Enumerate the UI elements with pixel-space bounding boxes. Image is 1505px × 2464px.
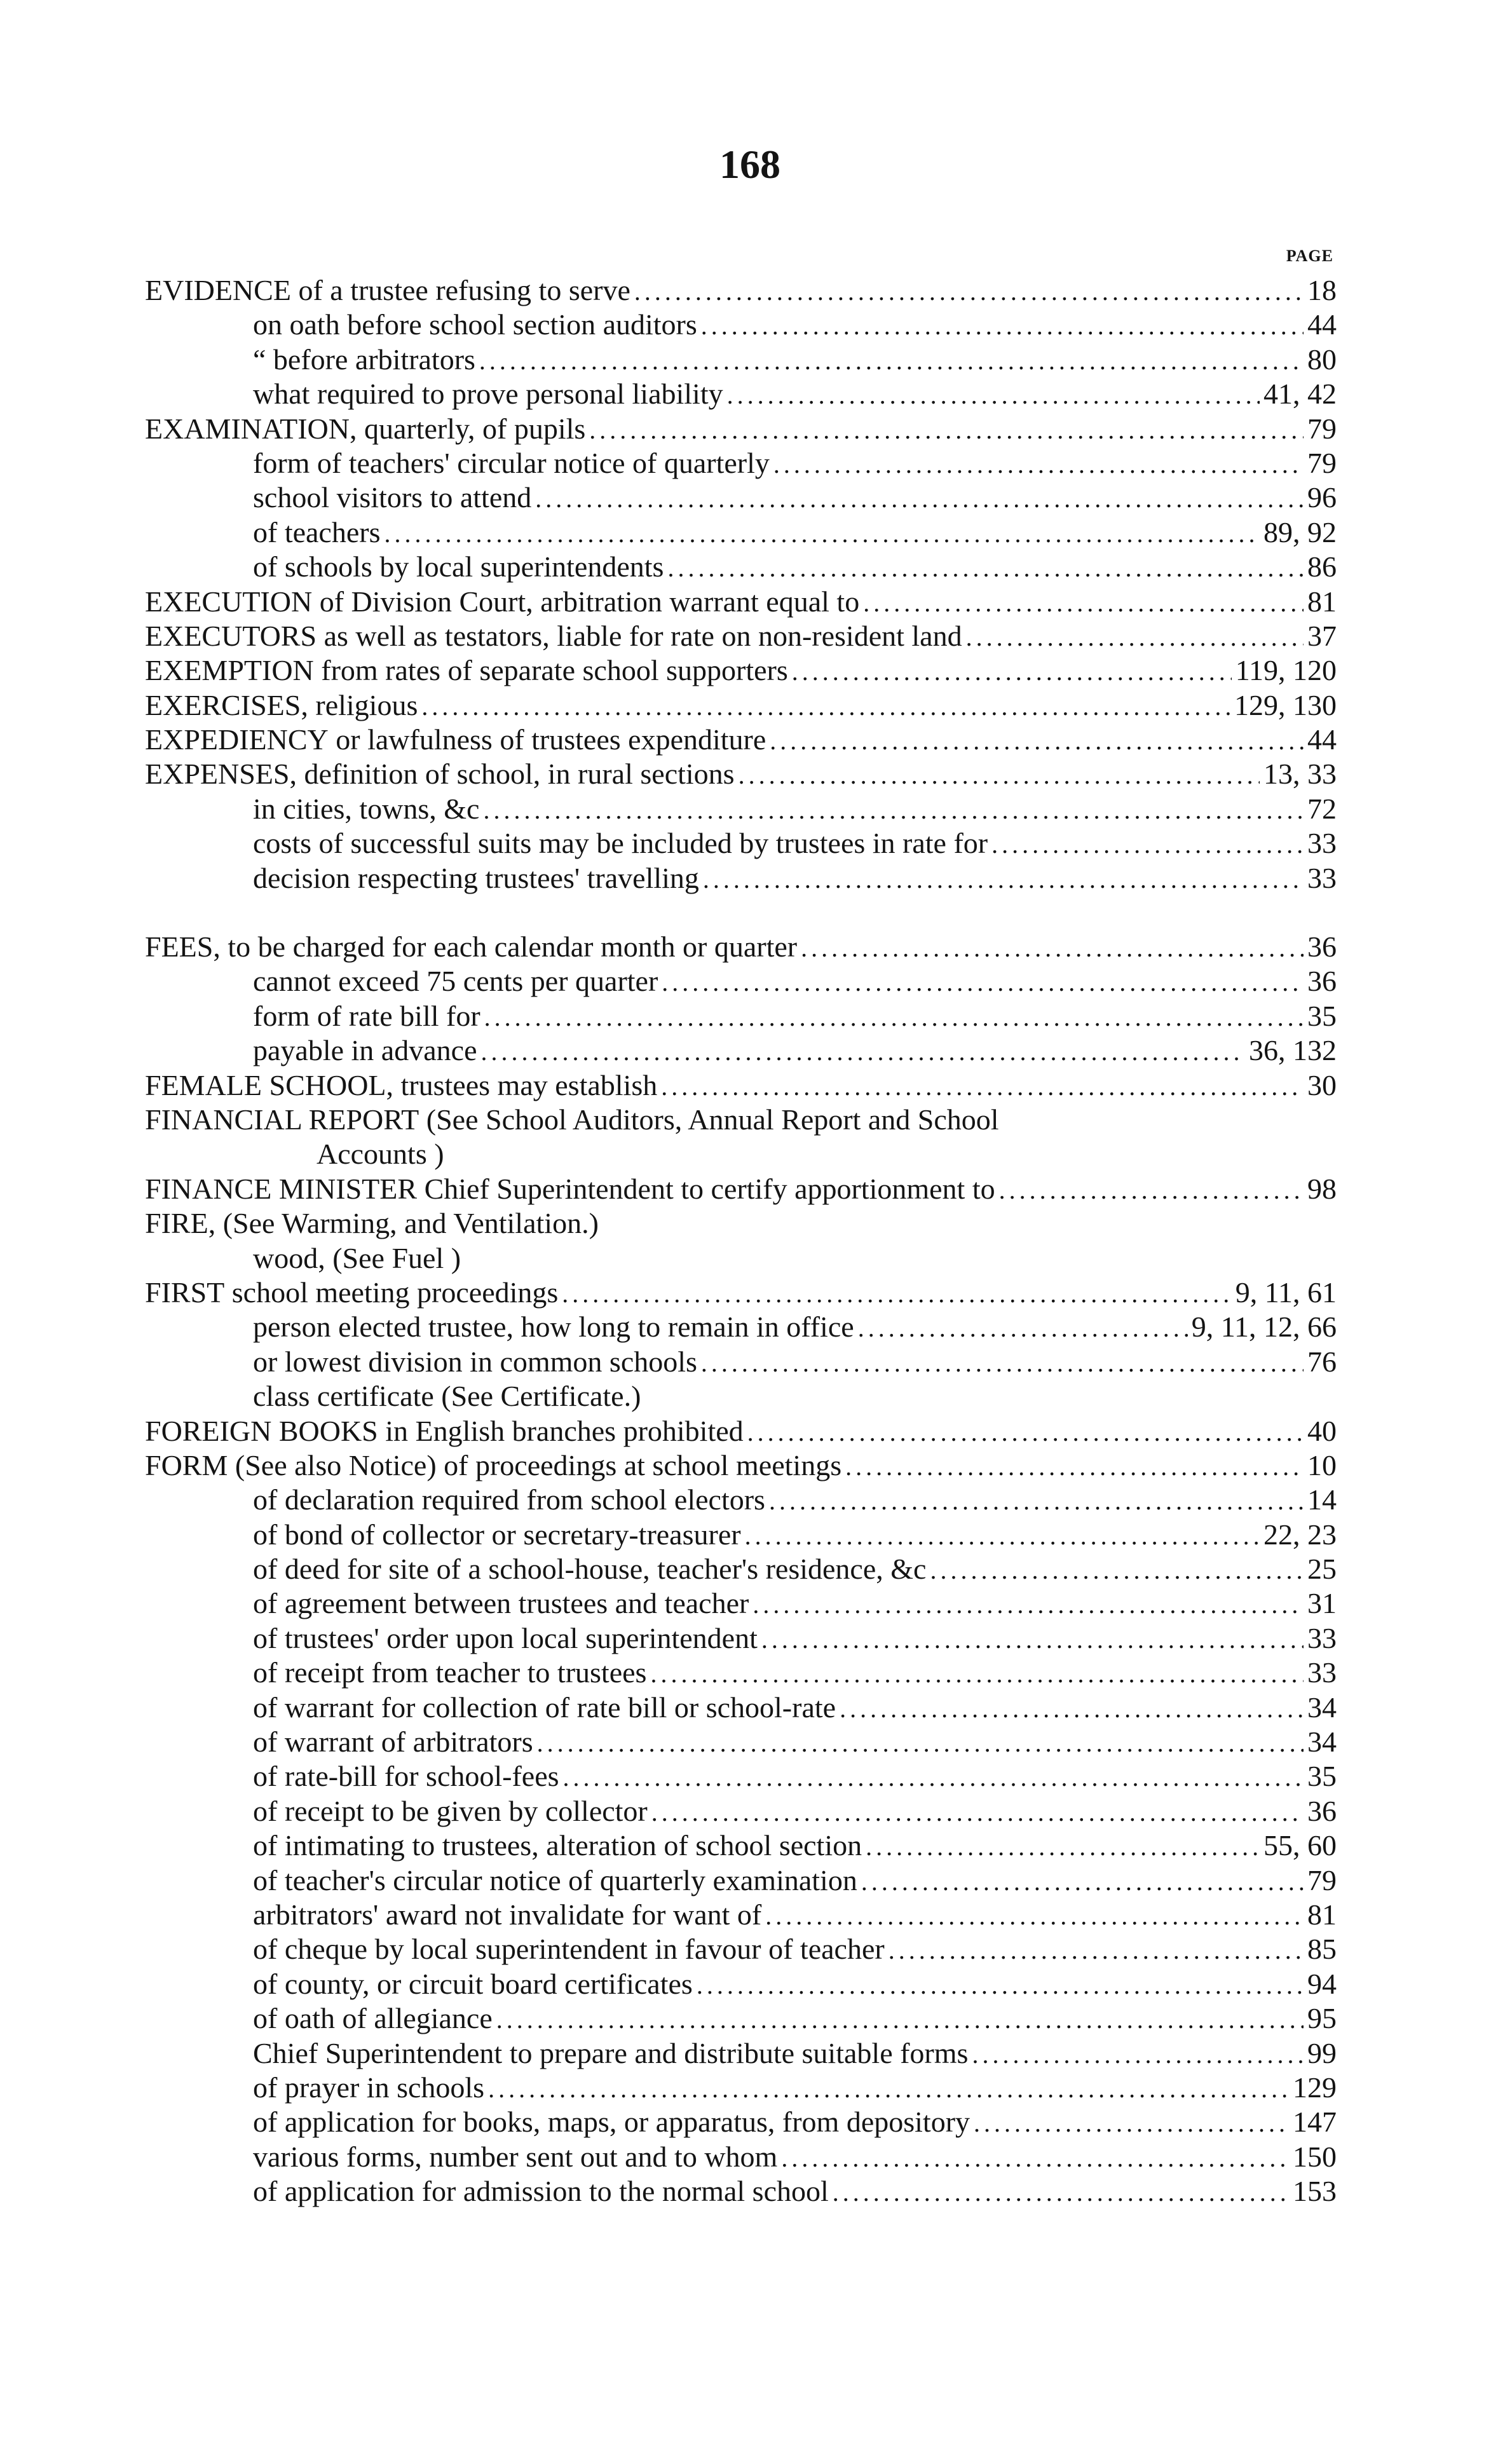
- entry-description: on oath before school section auditors: [253, 308, 697, 341]
- dot-leader: [781, 2141, 1289, 2175]
- dot-leader: [999, 1173, 1304, 1208]
- entry-description: of agreement between trustees and teacher: [253, 1587, 749, 1620]
- entry-description: of schools by local superintendents: [253, 550, 664, 583]
- entry-heading: EXECUTION: [145, 585, 313, 618]
- entry-pages: 150: [1293, 2140, 1337, 2173]
- entry-text: [253, 1863, 857, 1898]
- index-entry: [145, 861, 1337, 895]
- index-entry: [145, 1414, 1337, 1448]
- entry-text: [253, 2071, 484, 2105]
- index-entry: [145, 2140, 1337, 2174]
- entry-pages: 33: [1307, 827, 1337, 860]
- dot-leader: [858, 1311, 1188, 1345]
- index-entry: [145, 1759, 1337, 1794]
- index-entry: [145, 1483, 1337, 1517]
- entry-description: form of teachers' circular notice of quarterly: [253, 446, 770, 479]
- entry-description: , trustees may establish: [386, 1068, 658, 1101]
- dot-leader: [739, 758, 1260, 793]
- index-entry: [145, 585, 1337, 619]
- index-entry: [145, 1518, 1337, 1552]
- entry-description: of rate-bill for school-fees: [253, 1760, 559, 1793]
- entry-description: class certificate (See Certificate.): [253, 1380, 641, 1413]
- entry-heading: FOREIGN BOOKS: [145, 1414, 378, 1447]
- entry-text: [145, 412, 585, 446]
- index-entry: [145, 1552, 1337, 1586]
- entry-pages: 79: [1307, 446, 1337, 479]
- index-entry: [145, 2174, 1337, 2209]
- index-entry: [145, 792, 1337, 826]
- entry-description: (See School Auditors, Annual Report and School: [419, 1103, 999, 1136]
- entry-text: [253, 377, 723, 411]
- entry-pages: 18: [1307, 274, 1337, 306]
- dot-leader: [488, 2072, 1289, 2106]
- dot-leader: [747, 1415, 1304, 1450]
- entry-pages: 33: [1307, 861, 1337, 894]
- index-entry: [145, 308, 1337, 342]
- index-entry: [145, 1932, 1337, 1966]
- dot-leader: [761, 1623, 1304, 1657]
- entry-description: of a trustee refusing to serve: [290, 274, 630, 306]
- dot-leader: [863, 586, 1304, 620]
- entry-heading: EXECUTORS: [145, 619, 317, 652]
- entry-text: [253, 999, 480, 1033]
- dot-leader: [745, 1519, 1260, 1553]
- index-entry: [145, 1103, 1337, 1137]
- entry-text: [253, 1241, 461, 1276]
- entry-pages: 86: [1307, 550, 1337, 583]
- entry-text: [145, 757, 735, 791]
- entry-text: [253, 1033, 477, 1068]
- dot-leader: [480, 1035, 1245, 1069]
- entry-pages: 85: [1307, 1933, 1337, 1966]
- entry-description: arbitrators' award not invalidate for want of: [253, 1898, 762, 1931]
- entry-description: of deed for site of a school-house, teacher's residence, &c: [253, 1553, 927, 1586]
- dot-leader: [535, 482, 1304, 516]
- entry-pages: 94: [1307, 1967, 1337, 2000]
- entry-heading: EXPEDIENCY: [145, 723, 329, 756]
- entry-description: of intimating to trustees, alteration of school section: [253, 1829, 862, 1862]
- entry-pages: 36: [1307, 965, 1337, 998]
- entry-pages: 37: [1307, 619, 1337, 652]
- entry-pages: 36: [1307, 1794, 1337, 1827]
- entry-text: [145, 1414, 744, 1448]
- entry-pages: 44: [1307, 723, 1337, 756]
- index-entry: [145, 2036, 1337, 2071]
- entry-heading: FORM: [145, 1448, 228, 1481]
- index-entry: [145, 2071, 1337, 2105]
- index-entry: [145, 1033, 1337, 1068]
- entry-heading: FINANCIAL REPORT: [145, 1103, 419, 1136]
- dot-leader: [930, 1553, 1304, 1588]
- entry-description: Accounts ): [317, 1138, 444, 1171]
- index-entry: [145, 1379, 1337, 1413]
- dot-leader: [385, 517, 1260, 551]
- entry-text: [253, 792, 479, 826]
- entry-description: of county, or circuit board certificates: [253, 1967, 693, 2000]
- entry-pages: 129: [1293, 2071, 1337, 2104]
- entry-description: , quarterly, of pupils: [349, 412, 586, 445]
- dot-leader: [701, 309, 1304, 343]
- entry-text: [253, 1725, 533, 1759]
- entry-text: [253, 550, 664, 584]
- entry-description: of teacher's circular notice of quarterly examination: [253, 1863, 857, 1896]
- entry-description: of warrant for collection of rate bill or school-rate: [253, 1691, 836, 1724]
- dot-leader: [483, 793, 1304, 827]
- entry-pages: 40: [1307, 1414, 1337, 1447]
- entry-heading: FEES: [145, 930, 214, 963]
- entry-text: [253, 1483, 765, 1517]
- entry-pages: 9, 11, 61: [1235, 1276, 1337, 1309]
- entry-text: [253, 964, 658, 998]
- dot-leader: [697, 1968, 1304, 2003]
- dot-leader: [765, 1899, 1304, 1933]
- entry-pages: 13, 33: [1263, 758, 1337, 791]
- entry-pages: 99: [1307, 2036, 1337, 2069]
- entry-pages: 147: [1293, 2106, 1337, 2139]
- entry-description: , (See Warming, and Ventilation.): [208, 1207, 599, 1240]
- index-entry: [145, 723, 1337, 757]
- dot-leader: [650, 1657, 1304, 1691]
- dot-leader: [861, 1865, 1304, 1899]
- entry-heading: FEMALE SCHOOL: [145, 1068, 386, 1101]
- entry-pages: 96: [1307, 481, 1337, 514]
- index-entry: [145, 1241, 1337, 1276]
- entry-description: various forms, number sent out and to whom: [253, 2140, 778, 2173]
- index-entry: [145, 1656, 1337, 1690]
- entry-pages: 25: [1307, 1553, 1337, 1586]
- entry-description: Chief Superintendent to certify apportionment to: [417, 1172, 995, 1205]
- entry-text: [253, 2001, 493, 2036]
- entry-text: [253, 1794, 648, 1828]
- index-entry: [145, 1345, 1337, 1379]
- entry-text: [145, 585, 859, 619]
- dot-leader: [972, 2038, 1304, 2072]
- entry-description: what required to prove personal liability: [253, 378, 723, 411]
- entry-pages: 76: [1307, 1345, 1337, 1378]
- entry-description: of receipt from teacher to trustees: [253, 1656, 647, 1689]
- index-entry: [145, 826, 1337, 861]
- dot-leader: [634, 275, 1304, 309]
- entry-pages: 35: [1307, 1760, 1337, 1793]
- entry-pages: 72: [1307, 792, 1337, 825]
- dot-leader: [479, 344, 1304, 378]
- entry-description: form of rate bill for: [253, 999, 480, 1032]
- index-entry: [145, 653, 1337, 688]
- index-entry: [145, 1794, 1337, 1828]
- entry-description: of application for admission to the normal school: [253, 2175, 829, 2208]
- dot-leader: [966, 620, 1304, 655]
- index-entry: [145, 1621, 1337, 1656]
- dot-leader: [563, 1760, 1304, 1795]
- entry-description: school meeting proceedings: [224, 1276, 559, 1309]
- index-entry: [145, 1310, 1337, 1344]
- dot-leader: [421, 690, 1230, 724]
- entry-description: person elected trustee, how long to remain in office: [253, 1310, 854, 1344]
- index-entry: [145, 1967, 1337, 2001]
- entry-text: [253, 343, 475, 377]
- index-entry: [145, 964, 1337, 998]
- entry-description: from rates of separate school supporters: [313, 654, 788, 687]
- entry-description: cannot exceed 75 cents per quarter: [253, 965, 658, 998]
- entry-pages: 35: [1307, 999, 1337, 1032]
- index-entry: [145, 550, 1337, 584]
- index-entry: [145, 343, 1337, 377]
- index-entry: [145, 1898, 1337, 1932]
- page-number: 168: [719, 142, 780, 187]
- entry-text: [317, 1137, 444, 1171]
- index-entry: [145, 273, 1337, 308]
- index-entry: [145, 480, 1337, 515]
- entry-text: [253, 2036, 968, 2071]
- entry-text: [253, 1345, 697, 1379]
- index-entry: [145, 1068, 1337, 1103]
- index-entry: [145, 688, 1337, 723]
- dot-leader: [770, 724, 1304, 758]
- entry-text: [253, 861, 699, 895]
- entry-description: of application for books, maps, or apparatus, from depository: [253, 2106, 970, 2139]
- entry-text: [253, 1656, 646, 1690]
- entry-pages: 44: [1307, 308, 1337, 341]
- dot-leader: [727, 378, 1260, 412]
- index-entry: [145, 1725, 1337, 1759]
- entry-heading: FINANCE MINISTER: [145, 1172, 418, 1205]
- entry-pages: 153: [1293, 2175, 1337, 2208]
- entry-text: [253, 1759, 559, 1794]
- index-entry: [145, 1206, 1337, 1241]
- dot-leader: [667, 551, 1304, 585]
- entry-description: of bond of collector or secretary-treasurer: [253, 1518, 741, 1551]
- entry-description: (See also Notice) of proceedings at school meetings: [228, 1448, 842, 1481]
- entry-description: decision respecting trustees' travelling: [253, 861, 699, 894]
- entry-text: [253, 2140, 777, 2174]
- entry-description: , to be charged for each calendar month or quarter: [213, 930, 798, 963]
- entry-text: [253, 1691, 836, 1725]
- entry-text: [253, 1621, 758, 1656]
- dot-leader: [769, 1484, 1304, 1518]
- entry-text: [253, 1828, 862, 1863]
- entry-pages: 119, 120: [1235, 654, 1337, 687]
- dot-leader: [866, 1830, 1260, 1864]
- index-entry: [145, 1828, 1337, 1863]
- entry-pages: 14: [1307, 1483, 1337, 1516]
- dot-leader: [589, 413, 1304, 447]
- dot-leader: [974, 2106, 1289, 2141]
- entry-description: of declaration required from school electors: [253, 1483, 765, 1516]
- entry-text: [145, 1172, 995, 1206]
- entry-text: [253, 1379, 641, 1413]
- entry-heading: FIRST: [145, 1276, 225, 1309]
- entry-pages: 22, 23: [1263, 1518, 1337, 1551]
- dot-leader: [537, 1726, 1304, 1760]
- entry-description: payable in advance: [253, 1034, 477, 1067]
- entry-text: [253, 826, 988, 861]
- entry-text: [253, 1552, 926, 1586]
- index-entry: [145, 1691, 1337, 1725]
- entry-pages: 31: [1307, 1587, 1337, 1620]
- entry-text: [253, 1967, 693, 2001]
- index-entry: [145, 2001, 1337, 2036]
- index-entry: [145, 446, 1337, 480]
- entry-pages: 81: [1307, 585, 1337, 618]
- entry-text: [253, 1586, 749, 1621]
- entry-pages: 34: [1307, 1691, 1337, 1724]
- entry-text: [145, 1068, 657, 1103]
- entry-text: [145, 653, 788, 688]
- dot-leader: [752, 1588, 1304, 1622]
- entry-heading: EXERCISES: [145, 688, 301, 721]
- dot-leader: [889, 1933, 1304, 1968]
- entry-description: , definition of school, in rural sections: [289, 758, 735, 791]
- dot-leader: [773, 447, 1304, 482]
- entry-text: [253, 1310, 854, 1344]
- entry-pages: 36: [1307, 930, 1337, 963]
- entry-pages: 41, 42: [1263, 378, 1337, 411]
- entry-description: wood, (See Fuel ): [253, 1241, 461, 1274]
- entry-description: costs of successful suits may be included by trustees in rate for: [253, 827, 988, 860]
- entry-heading: EXEMPTION: [145, 654, 314, 687]
- entry-description: in English branches prohibited: [378, 1414, 744, 1447]
- index-entry: [145, 377, 1337, 411]
- entry-text: [145, 273, 630, 308]
- entry-pages: 79: [1307, 412, 1337, 445]
- entry-pages: 81: [1307, 1898, 1337, 1931]
- index-list: [145, 273, 1337, 2209]
- dot-leader: [662, 965, 1304, 1000]
- entry-heading: FIRE: [145, 1207, 208, 1240]
- entry-description: of trustees' order upon local superintendent: [253, 1621, 758, 1654]
- index-entry: [145, 619, 1337, 653]
- index-entry: [145, 2105, 1337, 2139]
- entry-description: or lawfulness of trustees expenditure: [328, 723, 766, 756]
- entry-text: [145, 1448, 841, 1483]
- entry-text: [145, 619, 962, 653]
- entry-text: [253, 1518, 741, 1552]
- dot-leader: [703, 862, 1304, 897]
- entry-pages: 33: [1307, 1621, 1337, 1654]
- entry-heading: EXPENSES: [145, 758, 290, 791]
- entry-pages: 9, 11, 12, 66: [1191, 1310, 1337, 1344]
- entry-description: as well as testators, liable for rate on non-resident land: [317, 619, 962, 652]
- entry-text: [145, 1103, 999, 1137]
- entry-text: [145, 1206, 599, 1241]
- dot-leader: [701, 1346, 1304, 1380]
- dot-leader: [496, 2003, 1304, 2037]
- entry-text: [253, 446, 770, 480]
- entry-text: [145, 930, 797, 964]
- entry-text: [145, 723, 766, 757]
- index-entry: [145, 1172, 1337, 1206]
- entry-pages: 55, 60: [1263, 1829, 1337, 1862]
- entry-description: of warrant of arbitrators: [253, 1725, 533, 1759]
- index-entry: [145, 757, 1337, 791]
- dot-leader: [484, 1000, 1304, 1035]
- entry-pages: 10: [1307, 1448, 1337, 1481]
- entry-description: “ before arbitrators: [253, 343, 475, 376]
- entry-description: or lowest division in common schools: [253, 1345, 697, 1378]
- dot-leader: [661, 1070, 1304, 1104]
- entry-description: in cities, towns, &c: [253, 792, 480, 825]
- entry-pages: 33: [1307, 1656, 1337, 1689]
- entry-pages: 98: [1307, 1172, 1337, 1205]
- index-entry: [145, 999, 1337, 1033]
- index-entry: [145, 412, 1337, 446]
- entry-text: [253, 2174, 829, 2209]
- entry-pages: 89, 92: [1263, 515, 1337, 548]
- entry-description: Chief Superintendent to prepare and distribute suitable forms: [253, 2036, 969, 2069]
- index-entry: [145, 1276, 1337, 1310]
- entry-description: of cheque by local superintendent in favour of teacher: [253, 1933, 885, 1966]
- entry-text: [253, 308, 697, 342]
- index-entry: [145, 1137, 1337, 1171]
- entry-pages: 80: [1307, 343, 1337, 376]
- entry-description: of Division Court, arbitration warrant equal to: [312, 585, 860, 618]
- index-entry: [145, 1448, 1337, 1483]
- entry-text: [253, 515, 381, 550]
- entry-description: of teachers: [253, 515, 381, 548]
- entry-text: [253, 2105, 970, 2139]
- entry-heading: EVIDENCE: [145, 274, 291, 306]
- dot-leader: [801, 931, 1304, 965]
- entry-description: , religious: [301, 688, 418, 721]
- dot-leader: [991, 827, 1304, 862]
- entry-pages: 129, 130: [1234, 688, 1337, 721]
- entry-text: [145, 688, 418, 723]
- entry-pages: 34: [1307, 1725, 1337, 1759]
- entry-text: [253, 1932, 885, 1966]
- dot-leader: [792, 655, 1232, 689]
- index-entry: [145, 930, 1337, 964]
- entry-text: [145, 1276, 558, 1310]
- entry-pages: 95: [1307, 2002, 1337, 2035]
- dot-leader: [845, 1450, 1304, 1484]
- index-entry: [145, 1586, 1337, 1621]
- entry-description: school visitors to attend: [253, 481, 532, 514]
- entry-description: of oath of allegiance: [253, 2002, 493, 2035]
- dot-leader: [840, 1692, 1304, 1726]
- entry-pages: 36, 132: [1249, 1034, 1337, 1067]
- entry-description: of receipt to be given by collector: [253, 1794, 648, 1827]
- index-entry: [145, 1863, 1337, 1898]
- entry-heading: EXAMINATION: [145, 412, 350, 445]
- entry-text: [253, 480, 531, 515]
- dot-leader: [562, 1277, 1231, 1311]
- dot-leader: [833, 2175, 1289, 2210]
- dot-leader: [651, 1795, 1304, 1830]
- entry-pages: 30: [1307, 1068, 1337, 1101]
- page-column-heading: PAGE: [1286, 247, 1333, 265]
- entry-description: of prayer in schools: [253, 2071, 485, 2104]
- entry-pages: 79: [1307, 1863, 1337, 1896]
- index-entry: [145, 515, 1337, 550]
- entry-text: [253, 1898, 761, 1932]
